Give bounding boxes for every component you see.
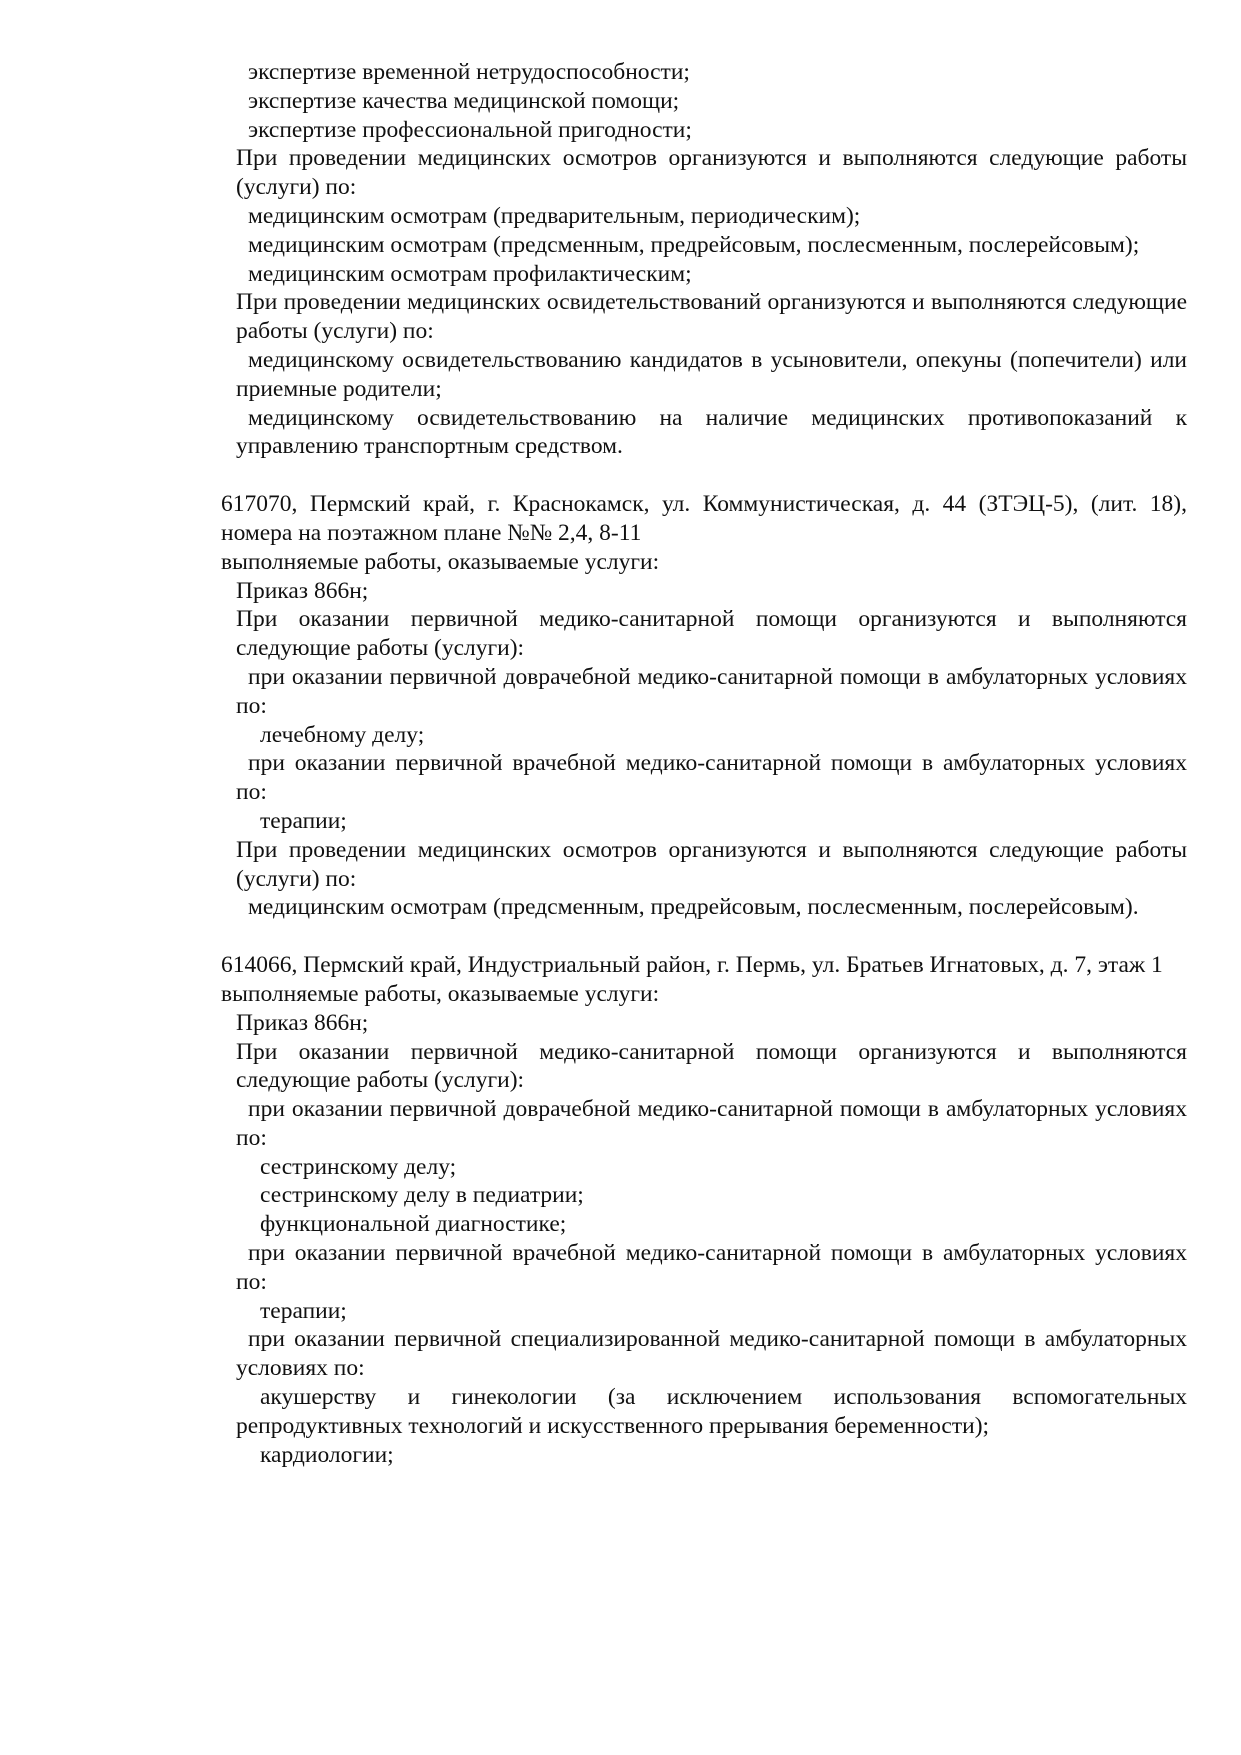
- service-line: экспертизе профессиональной пригодности;: [248, 116, 692, 143]
- license-section: [221, 490, 1187, 922]
- service-line: При оказании первичной медико-санитарной помощи организуются и выполняются следующие работы (услуги):: [236, 1038, 1187, 1094]
- service-line: акушерству и гинекологии (за исключением использования вспомогательных репродуктивных технологий и искусственного прерывания беременности);: [236, 1384, 1187, 1439]
- service-line: терапии;: [260, 807, 347, 834]
- service-line: медицинским осмотрам (предсменным, предрейсовым, послесменным, послерейсовым).: [248, 894, 1139, 921]
- service-line: Приказ 866н;: [236, 577, 369, 604]
- service-line: При проведении медицинских освидетельствований организуются и выполняются следующие работы (услуги) по:: [236, 289, 1187, 345]
- license-section: [221, 58, 1187, 461]
- service-line: выполняемые работы, оказываемые услуги:: [221, 980, 660, 1007]
- section-gap: [221, 461, 1187, 490]
- service-line: при оказании первичной доврачебной медико-санитарной помощи в амбулаторных условиях по:: [236, 1096, 1187, 1151]
- service-line: сестринскому делу;: [260, 1153, 457, 1180]
- service-line: экспертизе временной нетрудоспособности;: [248, 59, 690, 85]
- service-line: медицинским осмотрам (предсменным, предрейсовым, послесменным, послерейсовым);: [248, 231, 1140, 258]
- service-line: медицинскому освидетельствованию на наличие медицинских противопоказаний к управлению транспортным средством.: [236, 404, 1187, 460]
- service-line: терапии;: [260, 1297, 347, 1324]
- service-line: медицинским осмотрам профилактическим;: [248, 260, 692, 287]
- service-line: при оказании первичной врачебной медико-санитарной помощи в амбулаторных условиях по:: [236, 1240, 1187, 1295]
- service-line: При проведении медицинских осмотров организуются и выполняются следующие работы (услуги) по:: [236, 145, 1187, 201]
- service-line: экспертизе качества медицинской помощи;: [248, 87, 680, 114]
- document-body: [221, 58, 1187, 1469]
- service-line: выполняемые работы, оказываемые услуги:: [221, 548, 660, 575]
- service-line: медицинским осмотрам (предварительным, периодическим);: [248, 202, 861, 229]
- service-line: При проведении медицинских осмотров организуются и выполняются следующие работы (услуги) по:: [236, 836, 1187, 892]
- section-address: 617070, Пермский край, г. Краснокамск, ул. Коммунистическая, д. 44 (ЗТЭЦ-5), (лит. 18), номера на поэтажном плане №№ 2,4, 8-11: [221, 491, 1187, 546]
- section-address: 614066, Пермский край, Индустриальный район, г. Пермь, ул. Братьев Игнатовых, д. 7, этаж 1: [221, 952, 1163, 979]
- service-line: при оказании первичной доврачебной медико-санитарной помощи в амбулаторных условиях по:: [236, 663, 1187, 719]
- service-line: при оказании первичной врачебной медико-санитарной помощи в амбулаторных условиях по:: [236, 750, 1187, 806]
- section-gap: [221, 922, 1187, 951]
- service-line: функциональной диагностике;: [260, 1211, 567, 1238]
- service-line: При оказании первичной медико-санитарной помощи организуются и выполняются следующие работы (услуги):: [236, 606, 1187, 662]
- service-line: лечебному делу;: [260, 721, 425, 748]
- service-line: при оказании первичной специализированной медико-санитарной помощи в амбулаторных условиях по:: [236, 1326, 1187, 1382]
- service-line: медицинскому освидетельствованию кандидатов в усыновители, опекуны (попечители) или приемные родители;: [236, 346, 1187, 402]
- service-line: Приказ 866н;: [236, 1009, 369, 1036]
- service-line: кардиологии;: [260, 1441, 394, 1468]
- service-line: сестринскому делу в педиатрии;: [260, 1182, 584, 1209]
- license-section: [221, 951, 1187, 1469]
